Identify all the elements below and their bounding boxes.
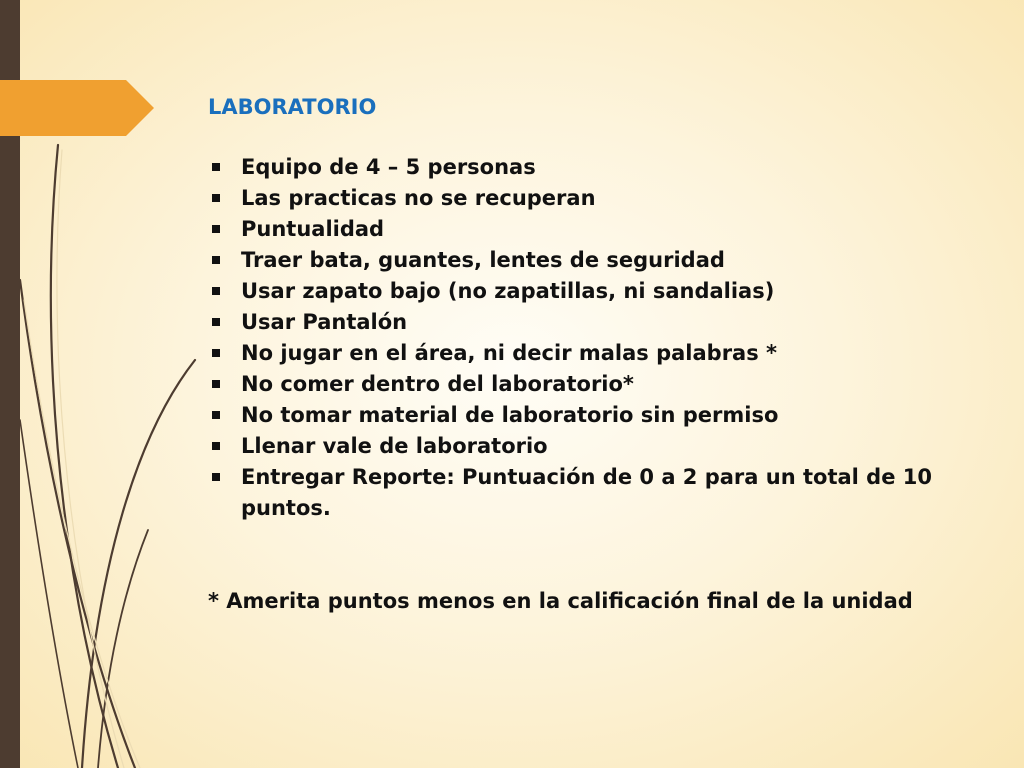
list-item-text: No comer dentro del laboratorio* xyxy=(241,372,634,396)
square-bullet-icon xyxy=(212,349,220,357)
list-item xyxy=(208,152,998,183)
list-item xyxy=(208,462,998,524)
list-item xyxy=(208,431,998,462)
square-bullet-icon xyxy=(212,442,220,450)
list-item-text: Equipo de 4 – 5 personas xyxy=(241,155,536,179)
list-item xyxy=(208,338,998,369)
list-item-text: No tomar material de laboratorio sin permiso xyxy=(241,403,779,427)
square-bullet-icon xyxy=(212,163,220,171)
list-item-text: Traer bata, guantes, lentes de seguridad xyxy=(241,248,725,272)
list-item-text: Las practicas no se recuperan xyxy=(241,186,596,210)
rules-list xyxy=(208,152,998,524)
list-item-text: Llenar vale de laboratorio xyxy=(241,434,548,458)
square-bullet-icon xyxy=(212,318,220,326)
square-bullet-icon xyxy=(212,380,220,388)
slide-title: LABORATORIO xyxy=(208,95,377,119)
list-item-text: Entregar Reporte: Puntuación de 0 a 2 para un total de 10 puntos. xyxy=(241,465,932,520)
slide-content xyxy=(208,92,998,617)
list-item xyxy=(208,400,998,431)
list-item xyxy=(208,276,998,307)
square-bullet-icon xyxy=(212,256,220,264)
list-item xyxy=(208,369,998,400)
square-bullet-icon xyxy=(212,287,220,295)
list-item xyxy=(208,183,998,214)
footnote: * Amerita puntos menos en la calificación final de la unidad xyxy=(208,589,913,613)
accent-tab xyxy=(0,80,160,136)
list-item xyxy=(208,307,998,338)
list-item-text: Puntualidad xyxy=(241,217,385,241)
square-bullet-icon xyxy=(212,194,220,202)
list-item-text: Usar zapato bajo (no zapatillas, ni sandalias) xyxy=(241,279,775,303)
list-item xyxy=(208,245,998,276)
list-item-text: Usar Pantalón xyxy=(241,310,408,334)
list-item-text: No jugar en el área, ni decir malas palabras * xyxy=(241,341,778,365)
square-bullet-icon xyxy=(212,473,220,481)
square-bullet-icon xyxy=(212,225,220,233)
list-item xyxy=(208,214,998,245)
square-bullet-icon xyxy=(212,411,220,419)
